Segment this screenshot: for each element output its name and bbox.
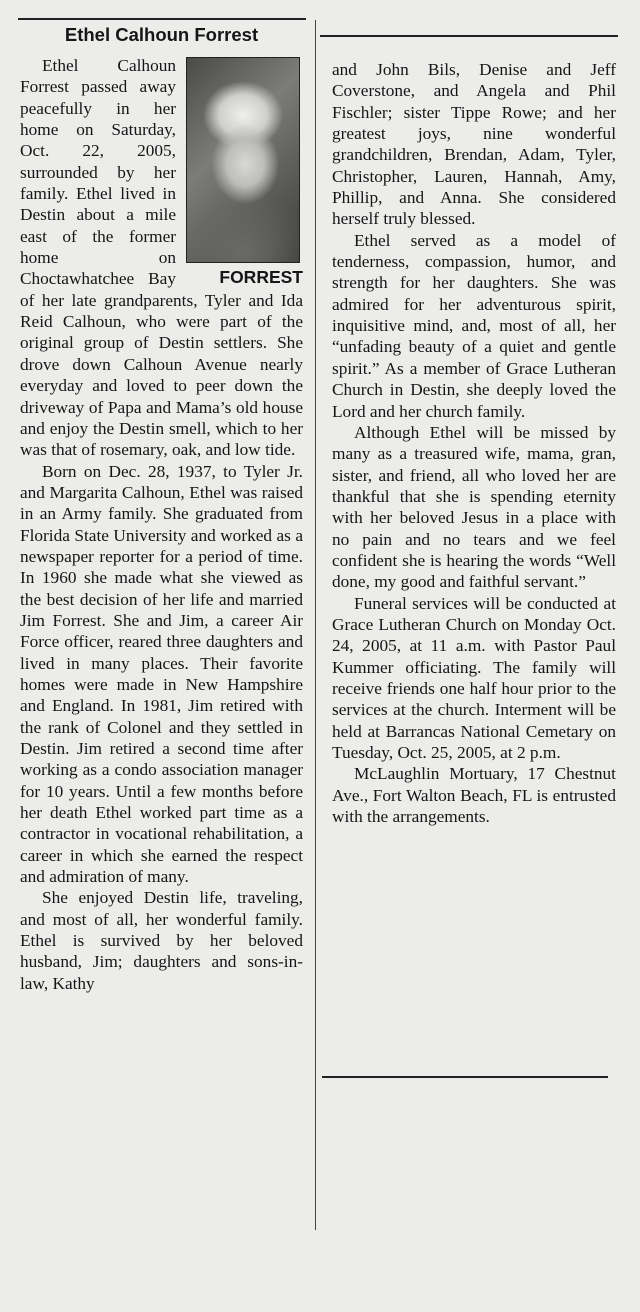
paragraph-passing: Ethel Calhoun Forrest passed away peacefully in her home on Saturday, Oct. 22, 2005, surrounded by her family. Ethel lived in Destin about a mile east of the former home on Choctawhatchee Bay of her late grandparents, Tyler and Ida Reid Calhoun, who were part of the original group of Destin settlers. She drove down Calhoun Avenue nearly everyday and loved to peer down the driveway of Papa and Mama’s old house and enjoy the Destin smell, which to her was that of rosemary, oak, and low tide. — [20, 56, 303, 460]
paragraph-character: Ethel served as a model of tenderness, compassion, humor, and strength for her daughters. She was admired for her adventurous spirit, inquisitive mind, and, most of all, her “unfading beauty of a quiet and gentle spirit.” As a member of Grace Lutheran Church in Destin, she deeply loved the Lord and her church family. — [332, 230, 616, 421]
paragraph-remembrance: Although Ethel will be missed by many as a treasured wife, mama, gran, sister, and friend, all who loved her are thankful that she is spending eternity with her beloved Jesus in a place with no pain and no tears and we feel confident she is hearing the words “Well done, my good and faithful servant.” — [332, 422, 616, 592]
top-rule-right — [320, 35, 618, 37]
left-column — [20, 55, 303, 994]
paragraph-survivors-cont: and John Bils, Denise and Jeff Coverstone, and Angela and Phil Fischler; sister Tippe Rowe; and her greatest joys, nine wonderful grandchildren, Brendan, Adam, Tyler, Christopher, Lauren, Hannah, Amy, Phillip, and Anna. She considered herself truly blessed. — [332, 60, 616, 229]
top-rule-left — [18, 18, 306, 20]
photo-caption: FORREST — [219, 267, 303, 287]
column-divider — [315, 20, 316, 1230]
right-column — [332, 59, 616, 827]
paragraph-arrangements: McLaughlin Mortuary, 17 Chestnut Ave., Fort Walton Beach, FL is entrusted with the arrangements. — [332, 764, 616, 827]
obituary-headline: Ethel Calhoun Forrest — [64, 24, 259, 45]
paragraph-services: Funeral services will be conducted at Grace Lutheran Church on Monday Oct. 24, 2005, at 11 a.m. with Pastor Paul Kummer officiating. The family will receive friends one half hour prior to the services at the church. Interment will be held at Barrancas National Cemetary on Tuesday, Oct. 25, 2005, at 2 p.m. — [332, 593, 616, 762]
paragraph-survivors: She enjoyed Destin life, traveling, and most of all, her wonderful family. Ethel is survived by her beloved husband, Jim; daughters and sons-in-law, Kathy — [20, 888, 303, 993]
portrait-photo-box — [182, 57, 303, 289]
paragraph-biography: Born on Dec. 28, 1937, to Tyler Jr. and Margarita Calhoun, Ethel was raised in an Army family. She graduated from Florida State University and worked as a newspaper reporter for a period of time. In 1960 she made what she viewed as the best decision of her life and married Jim Forrest. She and Jim, a career Air Force officer, reared three daughters and lived in many places. Their favorite homes were made in New Hampshire and England. In 1981, Jim retired with the rank of Colonel and they settled in Destin. Jim retired a second time after working as a condo association manager for 10 years. Until a few months before her death Ethel worked part time as a contractor in vocational rehabilitation, a career in which she earned the respect and admiration of many. — [20, 461, 303, 887]
bottom-rule-right — [322, 1076, 608, 1078]
portrait-photo — [186, 57, 300, 263]
